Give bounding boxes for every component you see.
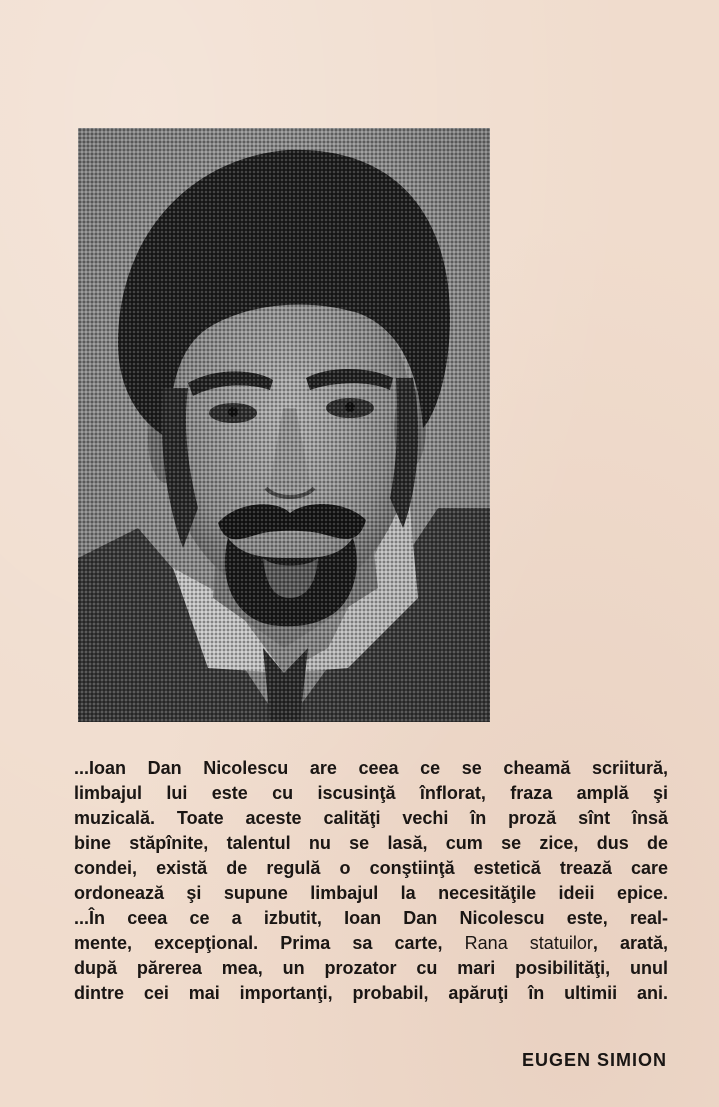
quote-line-part: , arată, [592, 933, 668, 953]
quote-line: limbajul lui este cu iscusinţă înflorat, fraza amplă şi [74, 783, 668, 803]
quote-author: EUGEN SIMION [521, 1050, 667, 1070]
quote-line-part: mente, excepţional. Prima sa carte, [74, 933, 443, 953]
review-quote [74, 756, 668, 1006]
quote-line: după părerea mea, un prozator cu mari posibilităţi, unul [74, 958, 668, 978]
quote-line [74, 931, 668, 956]
quote-line: dintre cei mai importanţi, probabil, apăruţi în ultimii ani. [74, 983, 668, 1003]
quote-line: condei, există de regulă o conştiinţă estetică trează care [74, 858, 668, 878]
book-title: Rana statuilor [464, 933, 593, 953]
author-portrait-photo [78, 128, 490, 722]
quote-line: ordonează şi supune limbajul la necesităţile ideii epice. [74, 883, 668, 903]
quote-line: ...În ceea ce a izbutit, Ioan Dan Nicolescu este, real- [74, 908, 668, 928]
quote-line: ...Ioan Dan Nicolescu are ceea ce se cheamă scriitură, [74, 758, 668, 778]
quote-line: bine stăpînite, talentul nu se lasă, cum se zice, dus de [74, 833, 668, 853]
quote-line: muzicală. Toate aceste calităţi vechi în proză sînt însă [74, 808, 668, 828]
